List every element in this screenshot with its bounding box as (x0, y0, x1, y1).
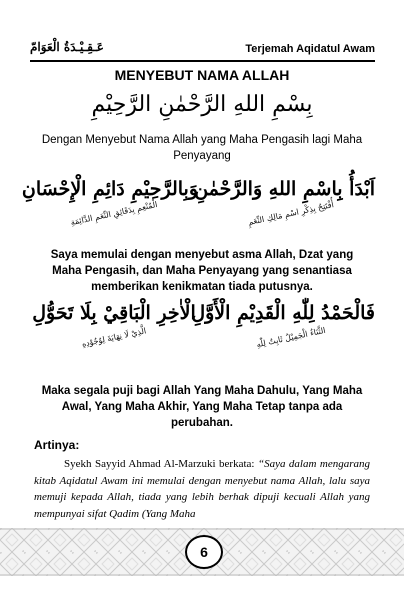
verse-1-second-hemistich (21, 176, 198, 246)
verse-1-right-gloss: أُفْتَتِحُ بِذِكْرِ اسْمِ مَالِكِ النِّعَمِ (247, 200, 335, 227)
verse-2-left-text: الْاٰخِرِ الْبَاقِيْ بِلَا تَحَوُّلِ (32, 302, 196, 324)
arabic-book-title: عَـقِـيْـدَةُ الْعَوَامّ (30, 40, 104, 54)
verse-2-left-gloss: الَّذِيْ لَا نِهَايَةَ لِوُجُوْدِهِ (80, 326, 148, 349)
chapter-title: MENYEBUT NAMA ALLAH (114, 67, 290, 83)
commentary-paragraph (34, 456, 370, 522)
book-title: Terjemah Aqidatul Awam (245, 43, 375, 55)
commentary-intro: Syekh Sayyid Ahmad Al-Marzuki berkata: (64, 458, 258, 470)
verse-1-first-hemistich (194, 176, 375, 246)
verse-1-right-text: اَبْدَأُ بِاسْمِ اللهِ وَالرَّحْمٰنِ (194, 178, 375, 200)
verse-2-right-gloss: الثَّنَاءُ الْجَمِيْلُ ثَابِتٌ لِلّٰهِ (255, 325, 327, 350)
commentary-quote: “Saya dalam mengarang kitab Aqidatul Awam ini memulai dengan menyebut nama Allah, lalu saya memuji kepada Allah, tiada yang lebih berhak dipuji kecuali Allah yang mempunyai sifat Qadim (Yang Maha (34, 458, 371, 520)
verse-1-left-text: وَبِالرَّحِيْمِ دَائِمِ الْإِحْسَانِ (21, 178, 198, 200)
header-rule (30, 60, 375, 62)
verse-1 (21, 176, 375, 246)
verse-2-second-hemistich (30, 300, 198, 370)
basmala-translation: Dengan Menyebut Nama Allah yang Maha Pengasih lagi Maha Penyayang (41, 134, 363, 162)
verse-2-first-hemistich (191, 300, 375, 370)
verse-1-translation: Saya memulai dengan menyebut asma Allah, Dzat yang Maha Pengasih, dan Maha Penyayang yang senantiasa memberikan kenikmatan tiada putusnya. (50, 249, 354, 293)
artinya-label: Artinya: (34, 438, 80, 452)
page-number: 6 (185, 535, 223, 569)
verse-2-right-text: فَالْحَمْدُ لِلّٰهِ الْقَدِيْمِ الْأَوَّلِ (191, 302, 375, 324)
verse-2-translation: Maka segala puji bagi Allah Yang Maha Dahulu, Yang Maha Awal, Yang Maha Akhir, Yang Maha Tetap tanpa ada perubahan. (41, 385, 363, 429)
basmala: بِسْمِ اللهِ الرَّحْمٰنِ الرَّحِيْمِ (91, 92, 313, 117)
running-header (30, 40, 375, 60)
verse-2 (30, 300, 375, 370)
verse-1-left-gloss: الْمُنْعِمِ بِدَقَائِقِ النِّعَمِ الدَّائِمَةِ (69, 199, 159, 228)
